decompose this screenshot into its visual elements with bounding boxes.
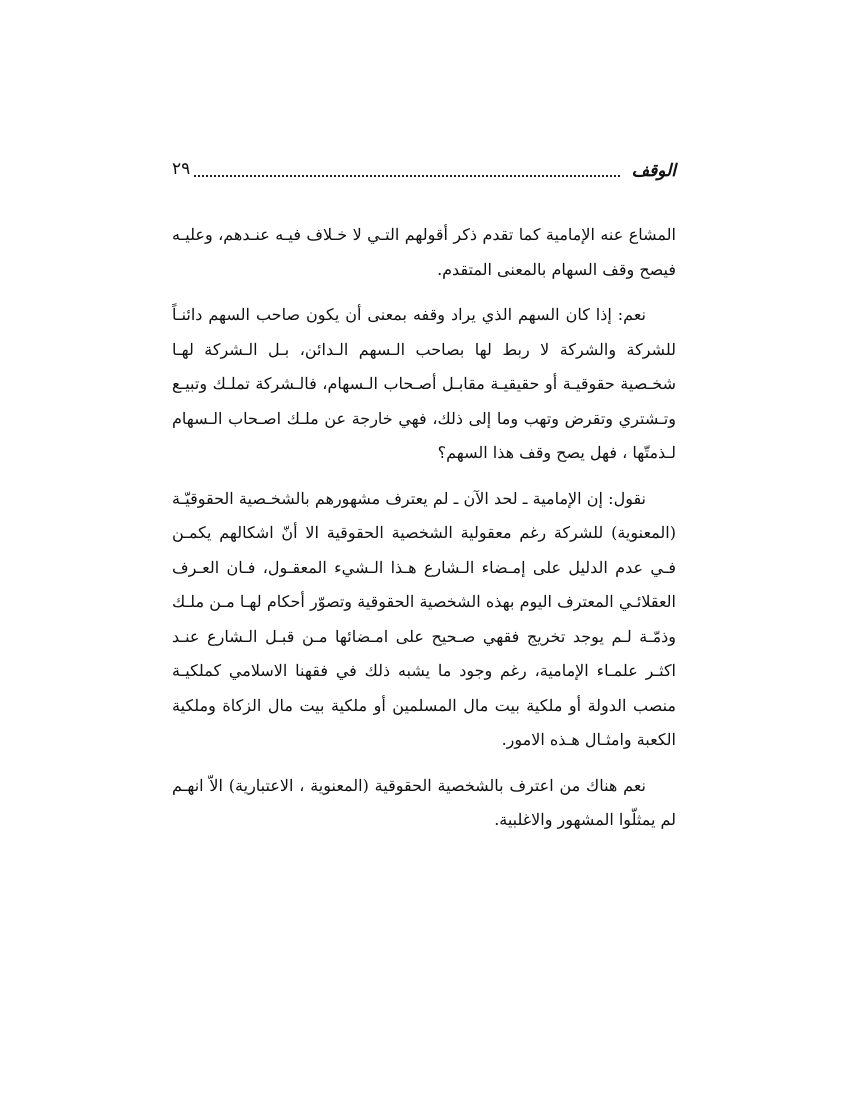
paragraph-conclusion: نعم هناك من اعترف بالشخصية الحقوقية (المعنوية ، الاعتبارية) الاّ انهـم لم يمثلّوا المشهور والاغلبية.: [172, 775, 676, 829]
paragraph-legal-personality: نقول: إن الإمامية ـ لحد الآن ـ لم يعترف مشهورهم بالشخـصية الحقوقيّـة (المعنوية) للشركة رغم معقولية الشخصية الحقوقية الا أنّ اشكالهم يكمـن فـي عدم الدليل على إمـضاء الـشارع هـذا الـشيء المعقـول، فـان العـرف العقلائـي المعترف اليوم بهذه الشخصية الحقوقية وتصوّر أحكام لهـا مـن ملـك وذمّـة لـم يوجد تخريج فقهي صـحيح على امـضائها مـن قبـل الـشارع عنـد اكثـر علمـاء الإمامية، رغم وجود ما يشبه ذلك في فقهنا الاسلامي كملكيـة منصب الدولة أو ملكية بيت مال المسلمين أو ملكية بيت مال الزكاة وملكية الكعبة وامثـال هـذه الامور.: [172, 488, 677, 749]
running-title: الوقف: [628, 160, 676, 182]
paragraph-shares-question: نعم: إذا كان السهم الذي يراد وقفه بمعنى أن يكون صاحب السهم دائنـاً للشركة والشركة لا ربط لها بصاحب الـسهم الـدائن، بـل الـشركة لهـا شخـصية حقوقيـة أو حقيقيـة مقابـل أصـحاب الـسهام، فالـشركة تملـك وتبيـع وتـشتري وتقرض وتهب وما إلى ذلك، فهي خارجة عن ملـك اصـحاب الـسهام لـذمتّها ، فهل يصح وقف هذا السهم؟: [172, 305, 676, 462]
header-dotted-leader: [194, 175, 620, 177]
page-header: [172, 158, 676, 186]
page-number: ٢٩: [172, 159, 191, 179]
paragraph-continued: المشاع عنه الإمامية كما تقدم ذكر أقولهم التـي لا خـلاف فيـه عنـدهم، وعليـه فيصح وقف السهام بالمعنى المتقدم.: [172, 225, 676, 279]
body-text: [172, 218, 676, 849]
